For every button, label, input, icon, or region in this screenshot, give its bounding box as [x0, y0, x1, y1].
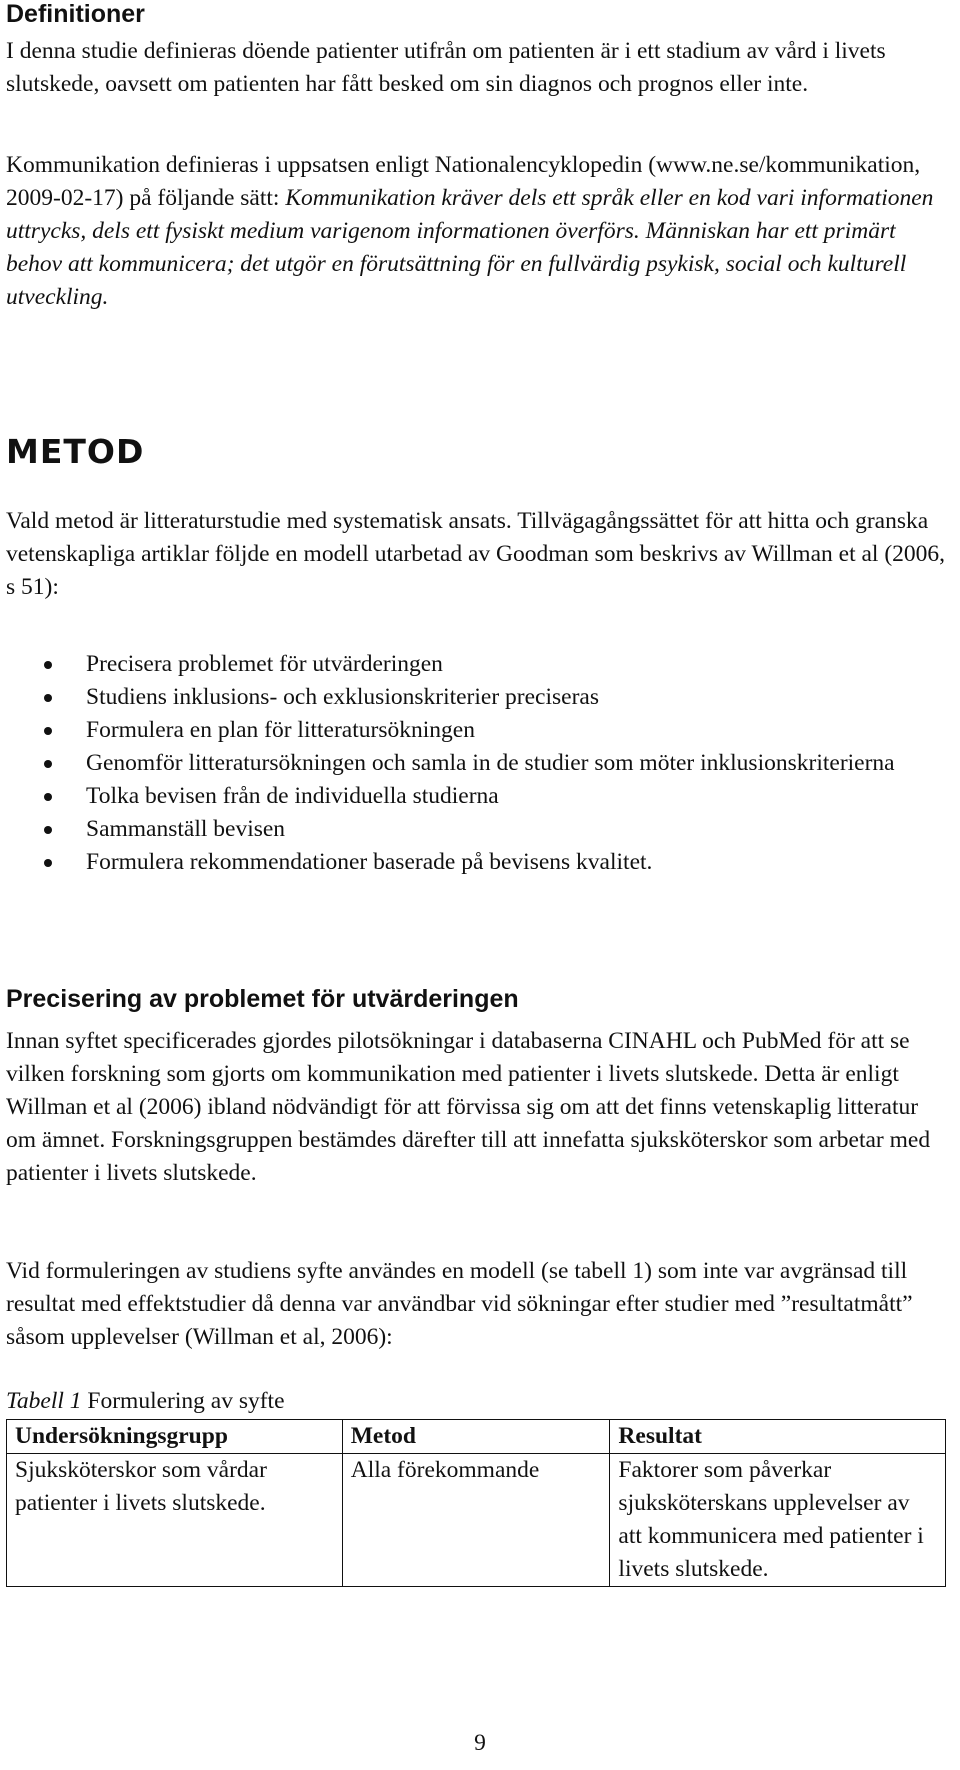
precisering-heading: Precisering av problemet för utvärderingen [6, 985, 519, 1013]
method-steps-list [0, 648, 940, 879]
list-item-text: Studiens inklusions- och exklusionskriterier preciseras [86, 684, 599, 710]
table-cell: Faktorer som påverkar sjuksköterskans upplevelser av att kommunicera med patienter i livets slutskede. [610, 1454, 946, 1587]
page-number: 9 [474, 1730, 486, 1756]
bullet-icon [44, 859, 52, 867]
communication-intro-text: Kommunikation definieras i uppsatsen enligt Nationalencyklopedin (www.ne.se/kommunikation, 2009-02-17) på följande sätt: [6, 152, 921, 211]
table-cell: Alla förekommande [342, 1454, 610, 1587]
list-item [0, 747, 940, 780]
list-item [0, 780, 940, 813]
column-header: Resultat [610, 1420, 946, 1454]
list-item [0, 648, 940, 681]
list-item-text: Formulera rekommendationer baserade på bevisens kvalitet. [86, 849, 653, 875]
bullet-icon [44, 793, 52, 801]
table-caption-label: Tabell 1 [6, 1388, 82, 1414]
communication-definition-paragraph [6, 149, 946, 314]
communication-quote-text: Kommunikation kräver dels ett språk eller en kod vari informationen uttrycks, dels ett fysiskt medium varigenom informationen överförs. Människan har ett primärt behov att kommunicera; det utgör en förutsättning för en fullvärdig psykisk, social och kulturell utveckling. [6, 185, 934, 310]
table-caption [6, 1385, 285, 1418]
column-header: Metod [342, 1420, 610, 1454]
list-item-text: Genomför litteratursökningen och samla in de studier som möter inklusionskriterierna [86, 750, 895, 776]
metod-heading: METOD [6, 432, 145, 471]
bullet-icon [44, 826, 52, 834]
metod-paragraph: Vald metod är litteraturstudie med systematisk ansats. Tillvägagångssättet för att hitta och granska vetenskapliga artiklar följde en modell utarbetad av Goodman som beskrivs av Willman et al (2006, s 51): [6, 508, 946, 600]
bullet-icon [44, 694, 52, 702]
column-header: Undersökningsgrupp [7, 1420, 343, 1454]
purpose-table [6, 1419, 946, 1587]
precisering-paragraph-1: Innan syftet specificerades gjordes pilotsökningar i databaserna CINAHL och PubMed för att se vilken forskning som gjorts om kommunikation med patienter i livets slutskede. Detta är enligt Willman et al (2006) ibland nödvändigt för att förvissa sig om att det finns vetenskaplig litteratur om ämnet. Forskningsgruppen bestämdes därefter till att innefatta sjuksköterskor som arbetar med patienter i livets slutskede. [6, 1028, 931, 1186]
definitions-paragraph: I denna studie definieras döende patienter utifrån om patienten är i ett stadium av vård i livets slutskede, oavsett om patienten har fått besked om sin diagnos och prognos eller inte. [6, 38, 886, 97]
list-item-text: Formulera en plan för litteratursökningen [86, 717, 475, 743]
table-caption-text: Formulering av syfte [81, 1388, 285, 1414]
bullet-icon [44, 727, 52, 735]
precisering-paragraph-2: Vid formuleringen av studiens syfte användes en modell (se tabell 1) som inte var avgränsad till resultat med effektstudier då denna var användbar vid sökningar efter studier med ”resultatmått” såsom upplevelser (Willman et al, 2006): [6, 1258, 913, 1350]
table-header-row [7, 1420, 946, 1454]
bullet-icon [44, 760, 52, 768]
list-item [0, 846, 940, 879]
table-row [7, 1454, 946, 1587]
bullet-icon [44, 661, 52, 669]
list-item-text: Sammanställ bevisen [86, 816, 286, 842]
list-item [0, 681, 940, 714]
list-item-text: Precisera problemet för utvärderingen [86, 651, 443, 677]
table-cell: Sjuksköterskor som vårdar patienter i livets slutskede. [7, 1454, 343, 1587]
list-item [0, 714, 940, 747]
list-item-text: Tolka bevisen från de individuella studierna [86, 783, 499, 809]
definitions-heading: Definitioner [6, 0, 145, 28]
list-item [0, 813, 940, 846]
